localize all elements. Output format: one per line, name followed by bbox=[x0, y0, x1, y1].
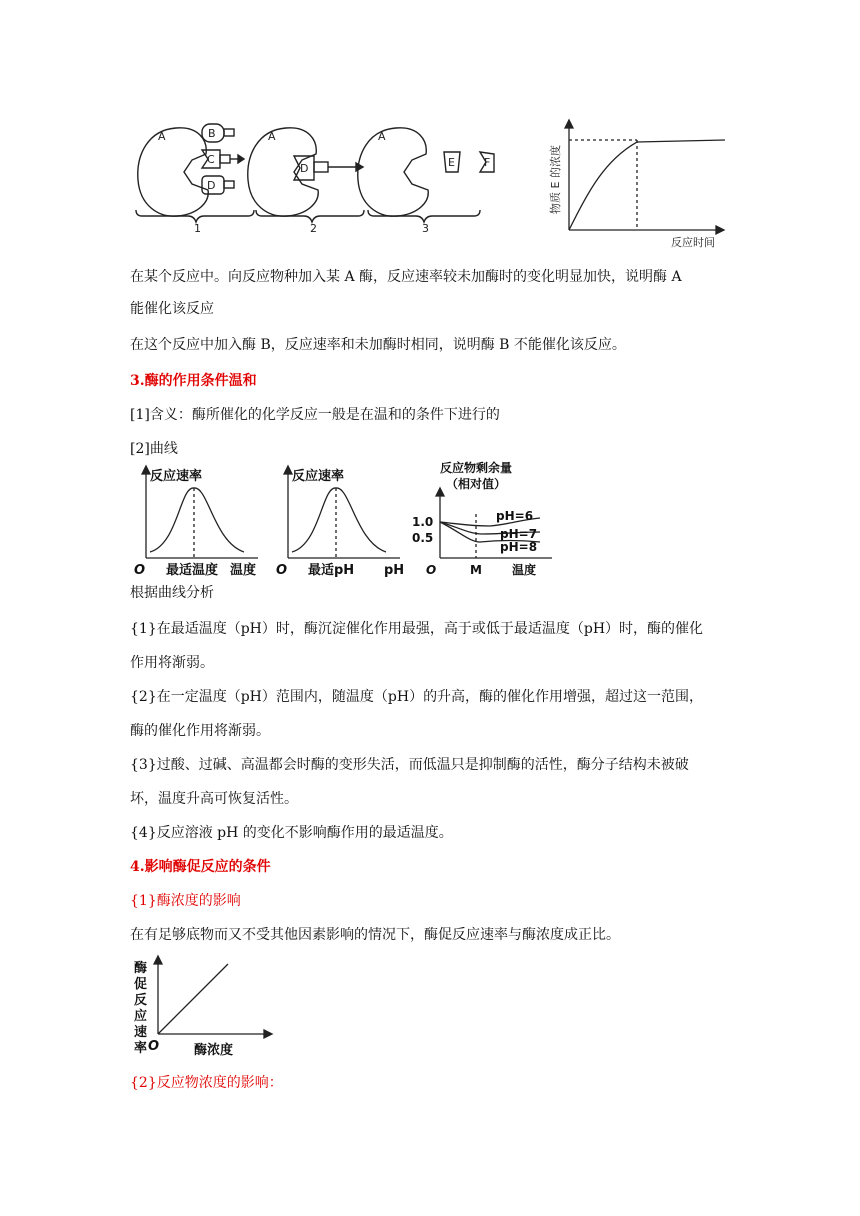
sub-2: {2}反应物浓度的影响： bbox=[130, 1075, 283, 1091]
fig4-ylabel-4: 速 bbox=[134, 1025, 148, 1040]
a2-line2: 酶的催化作用将渐弱。 bbox=[130, 723, 270, 739]
step-1: 1 bbox=[194, 222, 201, 235]
c2-origin: O bbox=[276, 563, 288, 578]
para2: 在这个反应中加入酶 B，反应速率和未加酶时相同，说明酶 B 不能催化该反应。 bbox=[130, 337, 626, 353]
c1-origin: O bbox=[134, 563, 146, 578]
c2-ylabel: 反应速率 bbox=[292, 469, 345, 484]
c3-s1: pH=6 bbox=[496, 509, 534, 523]
fig4-ylabel-1: 促 bbox=[134, 977, 148, 992]
temperature-rate-curve bbox=[128, 462, 268, 580]
a3-line1: {3}过酸、过碱、高温都会时酶的变形失活，而低温只是抑制酶的活性，酶分子结构未被破 bbox=[130, 757, 689, 773]
fig4-origin: O bbox=[148, 1039, 160, 1054]
sub-1: {1}酶浓度的影响 bbox=[130, 893, 241, 909]
c2-xtick: 最适pH bbox=[308, 563, 355, 578]
heading-4: 4.影响酶促反应的条件 bbox=[130, 859, 271, 875]
label-d: D bbox=[207, 179, 216, 192]
ph-rate-curve bbox=[270, 462, 410, 580]
c3-ylabel-1: 反应物剩余量 bbox=[440, 461, 513, 475]
enzyme-a-shape-3 bbox=[358, 128, 428, 216]
label-a2: A bbox=[268, 130, 276, 143]
label-a3: A bbox=[378, 130, 386, 143]
label-e: E bbox=[448, 156, 455, 169]
chart-ylabel: 物质 E 的浓度 bbox=[549, 145, 562, 214]
c3-s3: pH=8 bbox=[500, 540, 538, 554]
step-2: 2 bbox=[310, 222, 317, 235]
step-3: 3 bbox=[422, 222, 429, 235]
a3-line2: 坏，温度升高可恢复活性。 bbox=[130, 791, 298, 807]
label-b: B bbox=[208, 127, 216, 140]
label-c: C bbox=[207, 153, 215, 166]
c3-y1: 1.0 bbox=[412, 515, 434, 529]
c3-s2: pH=7 bbox=[500, 527, 538, 541]
item-1: [1]含义：酶所催化的化学反应一般是在温和的条件下进行的 bbox=[130, 407, 500, 423]
label-d2: D bbox=[300, 162, 309, 175]
c3-origin: O bbox=[426, 563, 437, 577]
fig4-xlabel: 酶浓度 bbox=[194, 1043, 234, 1058]
c3-y05: 0.5 bbox=[412, 531, 434, 545]
chart-xlabel: 反应时间 bbox=[671, 236, 715, 249]
fig4-ylabel-0: 酶 bbox=[134, 961, 148, 976]
fig4-ylabel-2: 反 bbox=[134, 993, 148, 1008]
para1-line2: 能催化该反应 bbox=[130, 301, 214, 317]
product-concentration-chart bbox=[545, 118, 735, 253]
c1-xtick: 最适温度 bbox=[166, 563, 219, 578]
item-2: [2]曲线 bbox=[130, 441, 178, 457]
fig4-ylabel-5: 率 bbox=[134, 1041, 148, 1056]
para1-line1: 在某个反应中。向反应物种加入某 A 酶，反应速率较未加酶时的变化明显加快，说明酶 A bbox=[130, 269, 682, 285]
a1-line2: 作用将渐弱。 bbox=[130, 655, 214, 671]
a1-line1: {1}在最适温度（pH）时，酶沉淀催化作用最强，高于或低于最适温度（pH）时，酶的催化 bbox=[130, 621, 704, 637]
proportional-line bbox=[158, 964, 228, 1034]
c3-xtick: M bbox=[470, 563, 482, 577]
a4: {4}反应溶液 pH 的变化不影响酶作用的最适温度。 bbox=[130, 825, 453, 841]
ph-temperature-curves bbox=[410, 458, 560, 580]
concentration-curve bbox=[569, 140, 725, 230]
heading-3: 3.酶的作用条件温和 bbox=[130, 373, 257, 389]
analysis: 根据曲线分析 bbox=[130, 585, 214, 601]
enzyme-mechanism-diagram bbox=[128, 110, 548, 260]
c2-xlabel: pH bbox=[384, 563, 405, 578]
enzyme-concentration-chart bbox=[128, 954, 278, 1064]
c3-xlabel: 温度 bbox=[512, 563, 537, 577]
fig4-ylabel-3: 应 bbox=[134, 1009, 148, 1024]
enzyme-a-shape-1 bbox=[138, 128, 208, 216]
a2-line1: {2}在一定温度（pH）范围内，随温度（pH）的升高，酶的催化作用增强，超过这一范围， bbox=[130, 689, 704, 705]
c1-xlabel: 温度 bbox=[230, 563, 257, 578]
sub1-text: 在有足够底物而又不受其他因素影响的情况下，酶促反应速率与酶浓度成正比。 bbox=[130, 927, 620, 943]
c3-ylabel-2: （相对值） bbox=[446, 477, 507, 491]
label-f: F bbox=[484, 156, 491, 169]
label-a1: A bbox=[158, 130, 166, 143]
c1-ylabel: 反应速率 bbox=[150, 469, 203, 484]
